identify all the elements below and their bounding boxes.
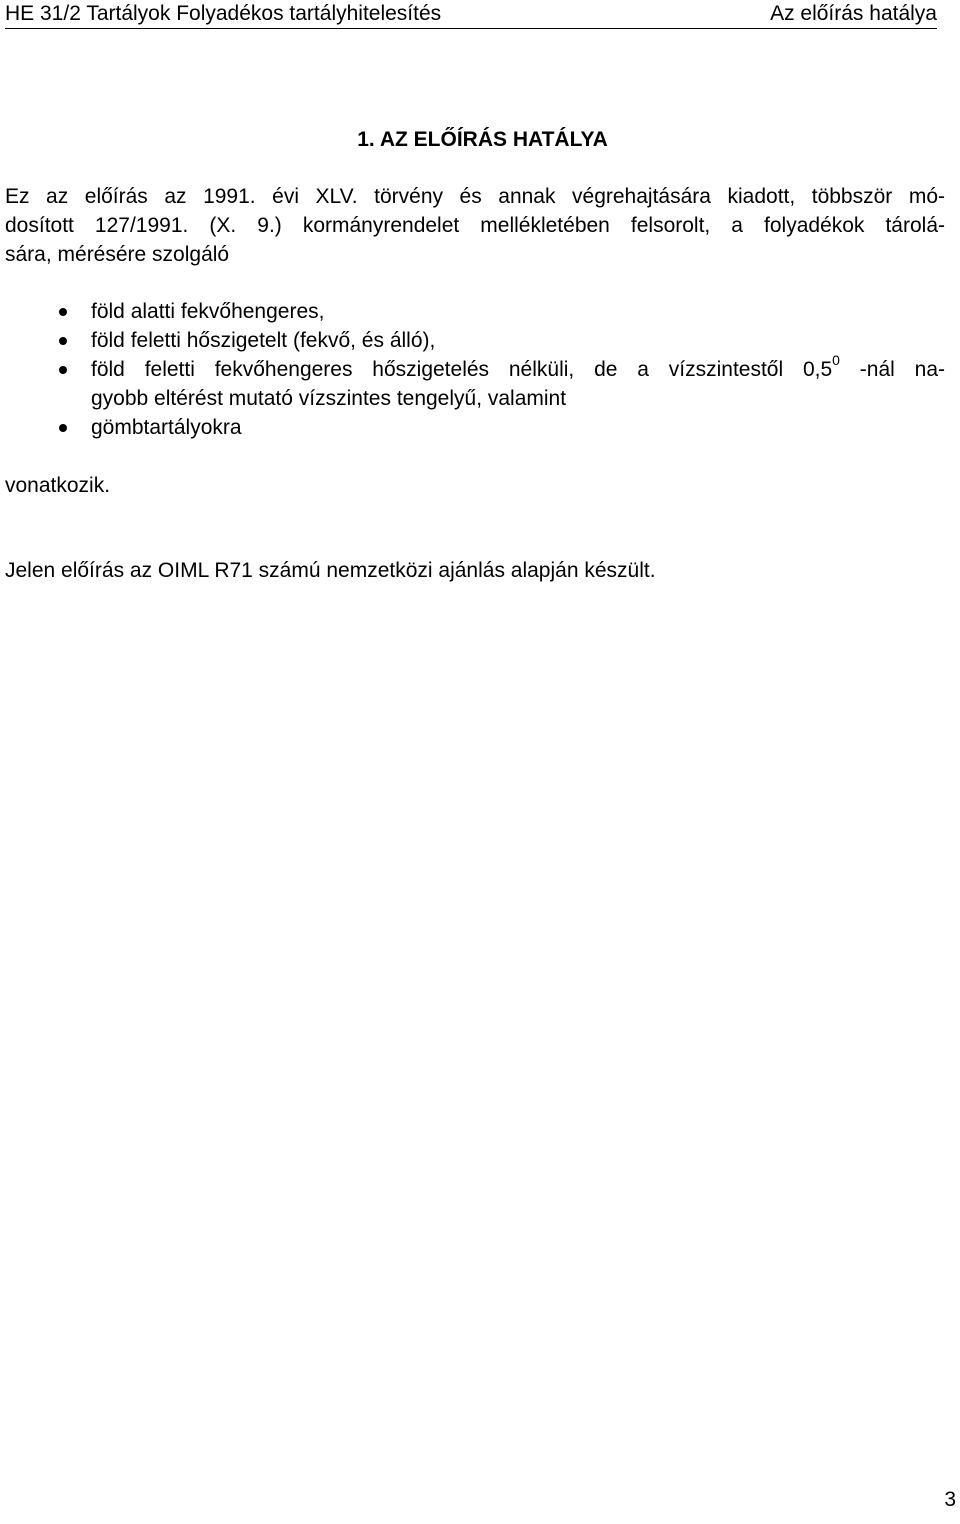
list-item <box>5 297 945 326</box>
page-number: 3 <box>944 1488 956 1511</box>
tank-type-list <box>5 297 945 442</box>
bullet-icon <box>59 337 67 345</box>
section-title: 1. AZ ELŐÍRÁS HATÁLYA <box>357 128 608 151</box>
list-item <box>5 326 945 355</box>
intro-paragraph <box>5 182 945 269</box>
list-item-text: gömbtartályokra <box>91 416 242 439</box>
list-item-text-line <box>91 352 945 384</box>
intro-line: Ez az előírás az 1991. évi XLV. törvény és annak végrehajtására kiadott, többször mó- <box>5 185 945 208</box>
list-item-text: föld feletti hőszigetelt (fekvő, és álló), <box>91 329 436 352</box>
list-item <box>5 352 945 413</box>
list-item-text-part: föld feletti fekvőhengeres hőszigetelés nélküli, de a vízszintestől 0,5 <box>91 358 833 381</box>
degree-superscript: 0 <box>832 352 840 368</box>
list-item-text: föld alatti fekvőhengeres, <box>91 300 325 323</box>
bullet-icon <box>59 366 67 374</box>
header-section-name: Az előírás hatálya <box>770 2 937 25</box>
intro-line: sára, mérésére szolgáló <box>5 243 230 266</box>
list-item-text-line: gyobb eltérést mutató vízszintes tengelyű, valamint <box>91 387 567 410</box>
bullet-icon <box>59 308 67 316</box>
closing-text: vonatkozik. <box>5 474 111 497</box>
intro-line: dosított 127/1991. (X. 9.) kormányrendelet mellékletében felsorolt, a folyadékok tárolá- <box>5 214 945 237</box>
bullet-icon <box>59 424 67 432</box>
header-document-title: HE 31/2 Tartályok Folyadékos tartályhitelesítés <box>5 2 442 25</box>
list-item <box>5 413 945 442</box>
page-header <box>5 0 937 29</box>
reference-paragraph: Jelen előírás az OIML R71 számú nemzetközi ajánlás alapján készült. <box>5 559 656 582</box>
list-item-text-part: -nál na- <box>839 358 945 381</box>
